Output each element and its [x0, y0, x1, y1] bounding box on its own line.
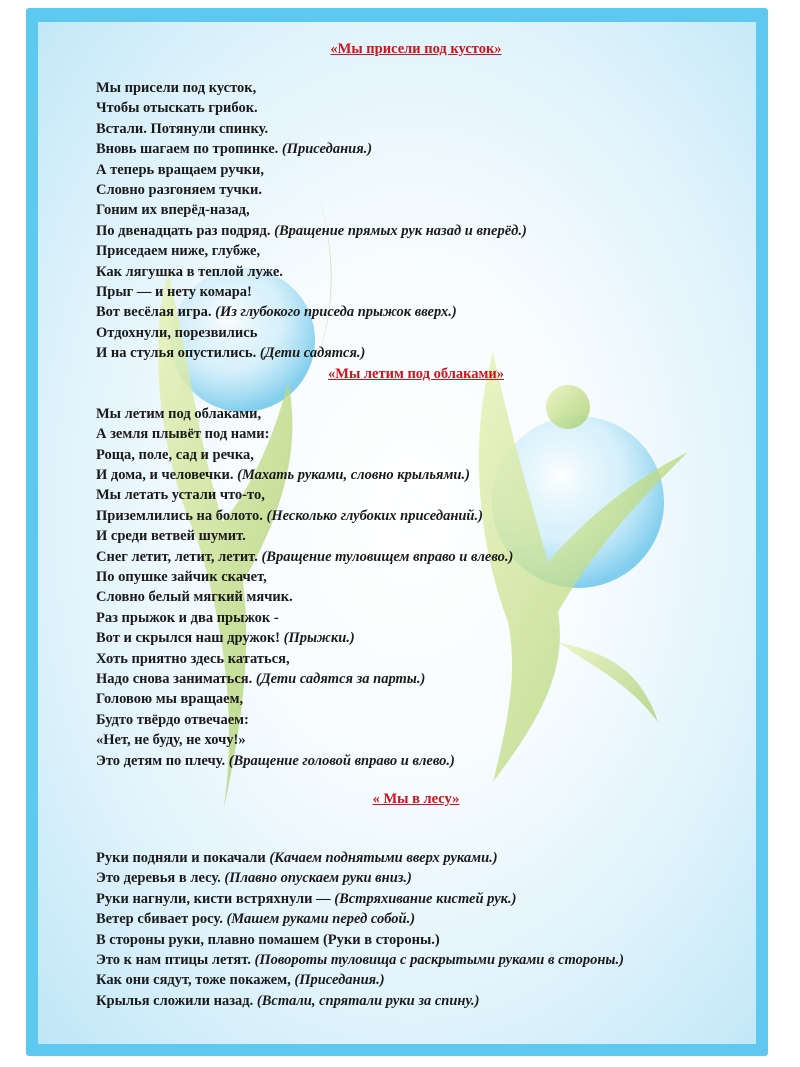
line-text: Гоним их вперёд-назад, [96, 202, 250, 219]
line-text: Головою мы вращаем, [96, 691, 244, 708]
poem-line [96, 445, 736, 465]
poem-line [96, 262, 736, 282]
line-text: Мы присели под кусток, [96, 80, 257, 96]
stage-direction: (Машем руками перед собой.) [226, 911, 416, 928]
section-3 [96, 789, 736, 1011]
poem-line [96, 404, 736, 424]
line-text: Вот весёлая игра. [96, 304, 216, 321]
line-text: Мы летать устали что-то, [96, 487, 265, 504]
poem-line [96, 608, 736, 628]
line-text: Руки подняли и покачали [96, 850, 270, 866]
line-text: Встали. Потянули спинку. [96, 120, 269, 137]
poem-line [96, 547, 736, 567]
stage-direction: (Вращение прямых рук назад и вперёд.) [274, 222, 527, 239]
section-title: « Мы в лесу» [372, 791, 460, 807]
poem-line [96, 241, 736, 261]
line-text: Как лягушка в теплой луже. [96, 263, 283, 280]
poem-line [96, 424, 736, 444]
line-text: Надо снова заниматься. [96, 670, 256, 687]
poem-line [96, 200, 736, 220]
stage-direction: (Повороты туловища с раскрытыми руками в стороны.) [254, 952, 624, 969]
poem-line [96, 930, 736, 950]
line-text: Прыг — и нету комара! [96, 284, 252, 301]
stage-direction: (Вращение головой вправо и влево.) [228, 752, 455, 769]
poem-line [96, 689, 736, 709]
stage-direction: (Встряхивание кистей рук.) [334, 890, 517, 907]
poem-line [96, 465, 736, 485]
poem-lines [96, 404, 736, 771]
section-title: «Мы летим под облаками» [328, 365, 504, 382]
line-text: А земля плывёт под нами: [96, 426, 270, 443]
line-text: Руки нагнули, кисти встряхнули — [96, 890, 335, 907]
line-text: В стороны руки, плавно помашем (Руки в стороны.) [96, 931, 440, 948]
poem-line [96, 282, 736, 302]
poem-line [96, 848, 736, 868]
poem-line [96, 950, 736, 970]
poem-lines [96, 78, 736, 364]
line-text: Это к нам птицы летят. [96, 952, 255, 969]
poem-line [96, 628, 736, 648]
line-text: Снег летит, летит, летит. [96, 548, 262, 565]
poem-line [96, 323, 736, 343]
poem-line [96, 587, 736, 607]
line-text: Раз прыжок и два прыжок - [96, 609, 279, 626]
poem-line [96, 889, 736, 909]
poem-line [96, 751, 736, 771]
stage-direction: (Махать руками, словно крыльями.) [237, 466, 470, 483]
line-text: Как они сядут, тоже покажем, [96, 972, 295, 989]
poem-line [96, 710, 736, 730]
stage-direction: (Дети садятся за парты.) [255, 670, 426, 687]
poem-line [96, 970, 736, 990]
poem-line [96, 98, 736, 118]
line-text: Крылья сложили назад. [96, 992, 257, 1009]
section-2 [96, 364, 736, 771]
line-text: Это детям по плечу. [96, 752, 229, 769]
line-text: Будто твёрдо отвечаем: [96, 711, 249, 728]
line-text: Приседаем ниже, глубже, [96, 243, 261, 260]
page-sheet [38, 22, 756, 1044]
section-1 [96, 39, 736, 364]
line-text: Приземлились на болото. [96, 507, 267, 524]
stage-direction: (Дети садятся.) [259, 345, 366, 362]
line-text: Словно разгоняем тучки. [96, 182, 262, 199]
poem-line [96, 567, 736, 587]
poem-lines [96, 848, 736, 1011]
poem-line [96, 669, 736, 689]
line-text: Вот и скрылся наш дружок! [96, 630, 284, 647]
stage-direction: (Приседания.) [281, 141, 373, 158]
poem-line [96, 991, 736, 1011]
stage-direction: (Из глубокого приседа прыжок вверх.) [215, 304, 457, 321]
line-text: Отдохнули, порезвились [96, 324, 258, 341]
line-text: И дома, и человечки. [96, 466, 238, 483]
poem-line [96, 909, 736, 929]
poem-line [96, 730, 736, 750]
stage-direction: (Качаем поднятыми вверх руками.) [269, 850, 498, 866]
line-text: По опушке зайчик скачет, [96, 568, 267, 585]
line-text: Это деревья в лесу. [96, 870, 225, 887]
stage-direction: (Несколько глубоких приседаний.) [266, 507, 483, 524]
poem-line [96, 649, 736, 669]
stage-direction: (Прыжки.) [283, 630, 355, 647]
poem-line [96, 160, 736, 180]
line-text: А теперь вращаем ручки, [96, 161, 265, 178]
poem-line [96, 180, 736, 200]
line-text: Ветер сбивает росу. [96, 911, 227, 928]
line-text: «Нет, не буду, не хочу!» [96, 732, 246, 749]
poem-line [96, 506, 736, 526]
poem-line [96, 221, 736, 241]
line-text: Словно белый мягкий мячик. [96, 589, 293, 606]
poem-line [96, 302, 736, 322]
poem-line [96, 485, 736, 505]
poem-line [96, 526, 736, 546]
poem-line [96, 119, 736, 139]
document-content [96, 39, 736, 1011]
poem-line [96, 868, 736, 888]
line-text: И среди ветвей шумит. [96, 528, 246, 545]
stage-direction: (Плавно опускаем руки вниз.) [224, 870, 412, 887]
line-text: И на стулья опустились. [96, 345, 260, 362]
poem-line [96, 139, 736, 159]
line-text: Мы летим под облаками, [96, 405, 262, 422]
line-text: Чтобы отыскать грибок. [96, 100, 258, 117]
stage-direction: (Вращение туловищем вправо и влево.) [261, 548, 514, 565]
line-text: Хоть приятно здесь кататься, [96, 650, 290, 667]
line-text: Вновь шагаем по тропинке. [96, 141, 282, 158]
poem-line [96, 343, 736, 363]
stage-direction: (Встали, спрятали руки за спину.) [256, 992, 480, 1009]
stage-direction: (Приседания.) [294, 972, 385, 989]
poem-line [96, 78, 736, 98]
section-title: «Мы присели под кусток» [330, 41, 502, 57]
line-text: Роща, поле, сад и речка, [96, 446, 254, 463]
line-text: По двенадцать раз подряд. [96, 222, 275, 239]
